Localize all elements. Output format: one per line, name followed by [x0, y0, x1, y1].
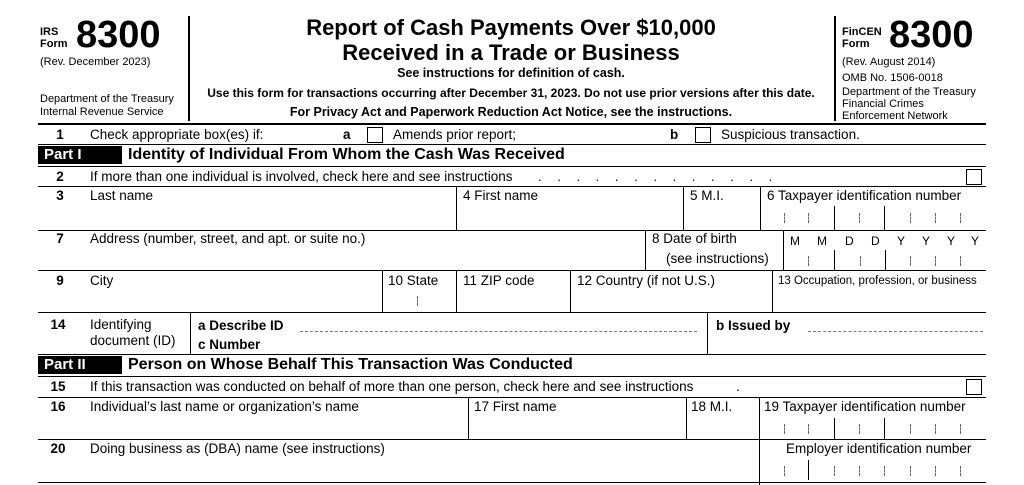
line-1a-label: Amends prior report;	[393, 127, 517, 142]
first-name-field[interactable]	[460, 204, 680, 226]
country-label: 12 Country (if not U.S.)	[577, 273, 716, 288]
fincen-revision: (Rev. August 2014)	[842, 56, 936, 68]
line-9-divider-d	[772, 270, 773, 312]
fincen-department: Department of the Treasury	[842, 86, 976, 98]
line-2-number: 2	[56, 169, 64, 184]
line-9-divider-c	[570, 270, 571, 312]
part-2-badge: Part II	[38, 356, 122, 374]
fincen-form-word: Form	[842, 38, 870, 50]
line-9-divider-a	[382, 270, 383, 312]
line-15-number: 15	[50, 379, 66, 394]
irs-label: IRS	[40, 26, 59, 38]
dob-tick	[860, 256, 861, 266]
amends-prior-report-checkbox[interactable]	[367, 127, 383, 143]
line-9-rule	[38, 312, 986, 313]
last-name-field[interactable]	[86, 204, 454, 226]
line-16-divider-b	[686, 397, 687, 439]
tin-separator	[834, 206, 835, 230]
line-9-number: 9	[56, 273, 64, 288]
line-15-rule	[38, 397, 986, 398]
line-19-tin-field[interactable]	[763, 416, 984, 438]
tin-separator	[884, 418, 885, 440]
dob-tick	[960, 256, 961, 266]
issued-by-underline	[808, 331, 983, 332]
line-17-first-name-field[interactable]	[472, 416, 682, 438]
country-field[interactable]	[574, 290, 768, 310]
ein-tick	[884, 466, 885, 476]
dob-day-1: D	[845, 234, 854, 248]
tin-tick	[960, 424, 961, 434]
line-15-label: If this transaction was conducted on behalf of more than one person, check here and see instructions	[90, 379, 694, 394]
line-9-divider-b	[456, 270, 457, 312]
address-label: Address (number, street, and apt. or suite no.)	[90, 231, 366, 246]
header-divider-right	[834, 16, 836, 121]
dob-month-2: M	[817, 234, 827, 248]
line-2-label: If more than one individual is involved, check here and see instructions	[90, 169, 513, 184]
identifying-document-label-2: document (ID)	[90, 333, 176, 348]
dba-name-label: Doing business as (DBA) name (see instructions)	[90, 441, 385, 456]
irs-revision: (Rev. December 2023)	[40, 56, 151, 68]
dob-month-1: M	[790, 234, 800, 248]
irs-department: Department of the Treasury	[40, 93, 174, 105]
tin-tick	[808, 424, 809, 434]
date-of-birth-hint: (see instructions)	[666, 251, 769, 266]
dob-day-2: D	[871, 234, 880, 248]
line-1b-letter: b	[670, 127, 679, 142]
dob-year-2: Y	[922, 234, 931, 248]
tin-separator	[884, 206, 885, 230]
tin-tick	[935, 213, 936, 223]
line-1-number: 1	[56, 127, 64, 142]
describe-id-underline	[300, 331, 697, 332]
line-20-number: 20	[50, 441, 66, 456]
line-16-divider-a	[468, 397, 469, 439]
first-name-label: 4 First name	[463, 188, 539, 203]
zip-code-field[interactable]	[460, 290, 568, 310]
dob-year-3: Y	[947, 234, 956, 248]
line-7-number: 7	[56, 231, 64, 246]
tin-tick	[859, 213, 860, 223]
issued-by-label: b Issued by	[716, 318, 791, 333]
state-label: 10 State	[388, 273, 439, 288]
tin-tick	[960, 213, 961, 223]
multiple-individuals-checkbox[interactable]	[966, 169, 982, 185]
occupation-label: 13 Occupation, profession, or business	[778, 275, 977, 287]
line-16-number: 16	[50, 399, 66, 414]
line-14-rule	[38, 354, 986, 355]
dob-separator	[834, 250, 835, 270]
line-1a-letter: a	[343, 127, 351, 142]
dba-name-field[interactable]	[86, 458, 754, 480]
last-name-label: Last name	[90, 188, 154, 203]
part-2-title: Person on Whose Behalf This Transaction Was Conducted	[128, 356, 573, 373]
issued-by-field[interactable]	[808, 314, 983, 331]
ein-tick	[960, 466, 961, 476]
dob-tick	[935, 256, 936, 266]
line-7-rule	[38, 270, 986, 271]
irs-form-word: Form	[40, 38, 68, 50]
line-1-label: Check appropriate box(es) if:	[90, 127, 264, 142]
occupation-field[interactable]	[776, 290, 984, 310]
line-17-first-name-label: 17 First name	[474, 399, 557, 414]
date-of-birth-label: 8 Date of birth	[652, 231, 737, 246]
ein-tick	[859, 466, 860, 476]
form-title-line2: Received in a Trade or Business	[342, 40, 680, 65]
part-1-rule	[38, 166, 986, 167]
irs-form-number: 8300	[76, 14, 161, 56]
employer-id-label: Employer identification number	[786, 441, 972, 456]
dob-tick	[910, 256, 911, 266]
form-subtitle-privacy: For Privacy Act and Paperwork Reduction Act Notice, see the instructions.	[289, 105, 733, 119]
ein-separator	[808, 460, 809, 480]
line-1-rule	[38, 144, 986, 145]
line-14-divider-a	[190, 312, 191, 354]
line-16-divider-c	[759, 397, 760, 439]
line-20-rule	[38, 482, 986, 483]
line-7-divider-a	[645, 230, 646, 270]
tin-tick	[910, 424, 911, 434]
line-3-divider-c	[760, 186, 761, 230]
line-20-divider	[759, 439, 760, 485]
employer-id-field[interactable]	[763, 458, 984, 480]
address-field[interactable]	[86, 248, 642, 268]
form-subtitle-definition: See instructions for definition of cash.	[397, 66, 625, 80]
tin-tick	[784, 213, 785, 223]
line-14-number: 14	[50, 317, 66, 332]
tin-tick	[935, 424, 936, 434]
omb-number: OMB No. 1506-0018	[842, 72, 943, 84]
line-18-mi-field[interactable]	[690, 416, 756, 438]
line-15-leader: .	[736, 379, 740, 394]
middle-initial-field[interactable]	[686, 204, 758, 226]
dob-separator	[885, 250, 886, 270]
fincen-network-2: Enforcement Network	[842, 110, 948, 122]
tin-tick	[859, 424, 860, 434]
tin-separator	[834, 418, 835, 440]
ein-tick	[935, 466, 936, 476]
describe-id-field[interactable]	[300, 314, 697, 331]
part-2-rule	[38, 376, 986, 377]
ein-tick	[910, 466, 911, 476]
id-number-label: c Number	[198, 337, 261, 352]
dob-year-4: Y	[971, 234, 980, 248]
dob-year-1: Y	[897, 234, 906, 248]
line-1b-label: Suspicious transaction.	[721, 127, 860, 142]
zip-code-label: 11 ZIP code	[463, 273, 535, 288]
tin-tick	[808, 213, 809, 223]
form-subtitle-usage: Use this form for transactions occurring after December 31, 2023. Do not use prior versions after this date.	[207, 86, 815, 100]
fincen-network-1: Financial Crimes	[842, 98, 924, 110]
organization-name-field[interactable]	[86, 416, 464, 438]
line-18-mi-label: 18 M.I.	[691, 399, 733, 414]
ein-tick	[834, 466, 835, 476]
tin-tick	[910, 213, 911, 223]
state-tick	[417, 296, 418, 306]
line-7-divider-b	[783, 230, 784, 270]
line-2-rule	[38, 186, 986, 187]
line-2-leader: . . . . . . . . . . . . .	[538, 169, 779, 184]
ein-tick	[784, 466, 785, 476]
line-14-divider-b	[707, 312, 708, 354]
line-3-divider-a	[456, 186, 457, 230]
id-number-field[interactable]	[275, 334, 697, 352]
part-1-badge: Part I	[38, 146, 122, 164]
line-3-divider-b	[683, 186, 684, 230]
taxpayer-id-label: 6 Taxpayer identification number	[767, 188, 962, 203]
taxpayer-id-field[interactable]	[764, 204, 984, 226]
line-16-rule	[38, 439, 986, 440]
city-label: City	[90, 273, 114, 288]
city-field[interactable]	[86, 290, 380, 310]
organization-name-label: Individual’s last name or organization’s name	[90, 399, 359, 414]
suspicious-transaction-checkbox[interactable]	[695, 127, 711, 143]
identifying-document-label-1: Identifying	[90, 317, 152, 332]
state-field[interactable]	[386, 290, 452, 310]
fincen-label: FinCEN	[842, 26, 882, 38]
middle-initial-label: 5 M.I.	[690, 188, 724, 203]
line-19-tin-label: 19 Taxpayer identification number	[764, 399, 966, 414]
dob-tick	[808, 256, 809, 266]
tin-tick	[784, 424, 785, 434]
multiple-persons-checkbox[interactable]	[966, 379, 982, 395]
header-bottom-rule	[38, 123, 986, 125]
line-3-number: 3	[56, 188, 64, 203]
form-title-line1: Report of Cash Payments Over $10,000	[306, 15, 716, 40]
fincen-form-number: 8300	[889, 14, 974, 56]
part-1-title: Identity of Individual From Whom the Cash Was Received	[128, 146, 565, 163]
irs-service: Internal Revenue Service	[40, 106, 164, 118]
describe-id-label: a Describe ID	[198, 318, 284, 333]
